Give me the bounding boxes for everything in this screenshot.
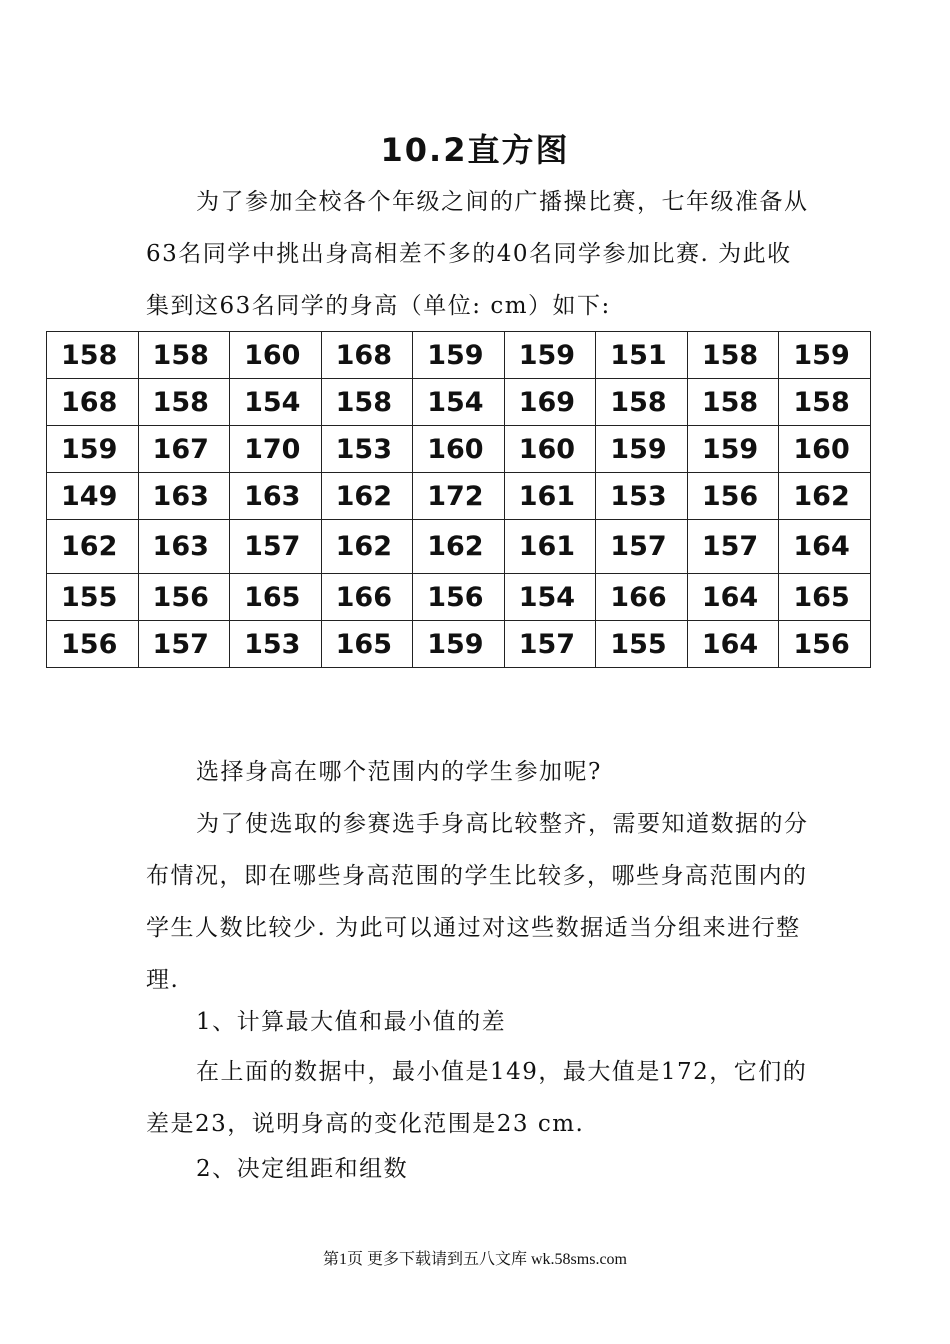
table-cell: 167 <box>138 426 230 473</box>
table-cell: 157 <box>596 520 688 574</box>
table-cell: 157 <box>138 621 230 668</box>
table-row <box>47 379 871 426</box>
step1-paragraph: 在上面的数据中，最小值是149，最大值是172，它们的差是23，说明身高的变化范围是23 cm. <box>146 1059 808 1137</box>
table-cell: 153 <box>321 426 413 473</box>
page-title: 10.2直方图 <box>380 131 570 169</box>
table-cell: 157 <box>230 520 322 574</box>
table-cell: 163 <box>138 473 230 520</box>
table-cell: 159 <box>413 332 505 379</box>
table-cell: 156 <box>47 621 139 668</box>
table-cell: 158 <box>138 379 230 426</box>
table-cell: 168 <box>47 379 139 426</box>
table-cell: 155 <box>596 621 688 668</box>
question-paragraph: 选择身高在哪个范围内的学生参加呢? <box>196 759 602 785</box>
table-row <box>47 621 871 668</box>
step2-heading: 2、决定组距和组数 <box>196 1156 409 1182</box>
table-cell: 158 <box>687 332 779 379</box>
table-cell: 162 <box>413 520 505 574</box>
table-cell: 161 <box>504 473 596 520</box>
table-cell: 153 <box>230 621 322 668</box>
table-cell: 159 <box>47 426 139 473</box>
table-cell: 151 <box>596 332 688 379</box>
table-cell: 168 <box>321 332 413 379</box>
table-cell: 158 <box>138 332 230 379</box>
height-data-table <box>46 331 871 668</box>
table-cell: 160 <box>504 426 596 473</box>
table-cell: 164 <box>687 574 779 621</box>
table-cell: 160 <box>230 332 322 379</box>
intro-paragraph: 为了参加全校各个年级之间的广播操比赛，七年级准备从63名同学中挑出身高相差不多的40名同学参加比赛. 为此收集到这63名同学的身高（单位: cm）如下: <box>146 189 809 319</box>
table-cell: 157 <box>687 520 779 574</box>
table-cell: 164 <box>779 520 871 574</box>
table-cell: 153 <box>596 473 688 520</box>
table-cell: 155 <box>47 574 139 621</box>
table-cell: 162 <box>779 473 871 520</box>
table-cell: 161 <box>504 520 596 574</box>
table-cell: 159 <box>596 426 688 473</box>
step1-heading: 1、计算最大值和最小值的差 <box>196 1009 507 1035</box>
table-cell: 170 <box>230 426 322 473</box>
explanation-paragraph: 为了使选取的参赛选手身高比较整齐，需要知道数据的分布情况，即在哪些身高范围的学生比较多，哪些身高范围内的学生人数比较少. 为此可以通过对这些数据适当分组来进行整理. <box>146 811 809 993</box>
table-cell: 156 <box>138 574 230 621</box>
table-cell: 156 <box>779 621 871 668</box>
table-cell: 166 <box>596 574 688 621</box>
table-cell: 162 <box>321 520 413 574</box>
table-cell: 159 <box>779 332 871 379</box>
table-cell: 172 <box>413 473 505 520</box>
table-cell: 163 <box>138 520 230 574</box>
table-cell: 162 <box>321 473 413 520</box>
table-cell: 149 <box>47 473 139 520</box>
table-row <box>47 426 871 473</box>
table-cell: 158 <box>47 332 139 379</box>
table-row <box>47 520 871 574</box>
table-cell: 154 <box>504 574 596 621</box>
table-row <box>47 574 871 621</box>
table-cell: 159 <box>504 332 596 379</box>
table-cell: 163 <box>230 473 322 520</box>
table-cell: 164 <box>687 621 779 668</box>
table-cell: 156 <box>413 574 505 621</box>
table-cell: 157 <box>504 621 596 668</box>
table-cell: 160 <box>413 426 505 473</box>
table-cell: 165 <box>230 574 322 621</box>
table-row <box>47 332 871 379</box>
table-cell: 165 <box>779 574 871 621</box>
table-cell: 154 <box>413 379 505 426</box>
table-cell: 158 <box>687 379 779 426</box>
table-cell: 162 <box>47 520 139 574</box>
table-cell: 166 <box>321 574 413 621</box>
table-cell: 169 <box>504 379 596 426</box>
page-footer: 第1页 更多下载请到五八文库 wk.58sms.com <box>322 1251 627 1268</box>
table-cell: 159 <box>413 621 505 668</box>
table-row <box>47 473 871 520</box>
table-cell: 159 <box>687 426 779 473</box>
table-cell: 158 <box>321 379 413 426</box>
table-cell: 160 <box>779 426 871 473</box>
table-cell: 156 <box>687 473 779 520</box>
table-cell: 154 <box>230 379 322 426</box>
table-cell: 158 <box>596 379 688 426</box>
table-cell: 165 <box>321 621 413 668</box>
table-cell: 158 <box>779 379 871 426</box>
